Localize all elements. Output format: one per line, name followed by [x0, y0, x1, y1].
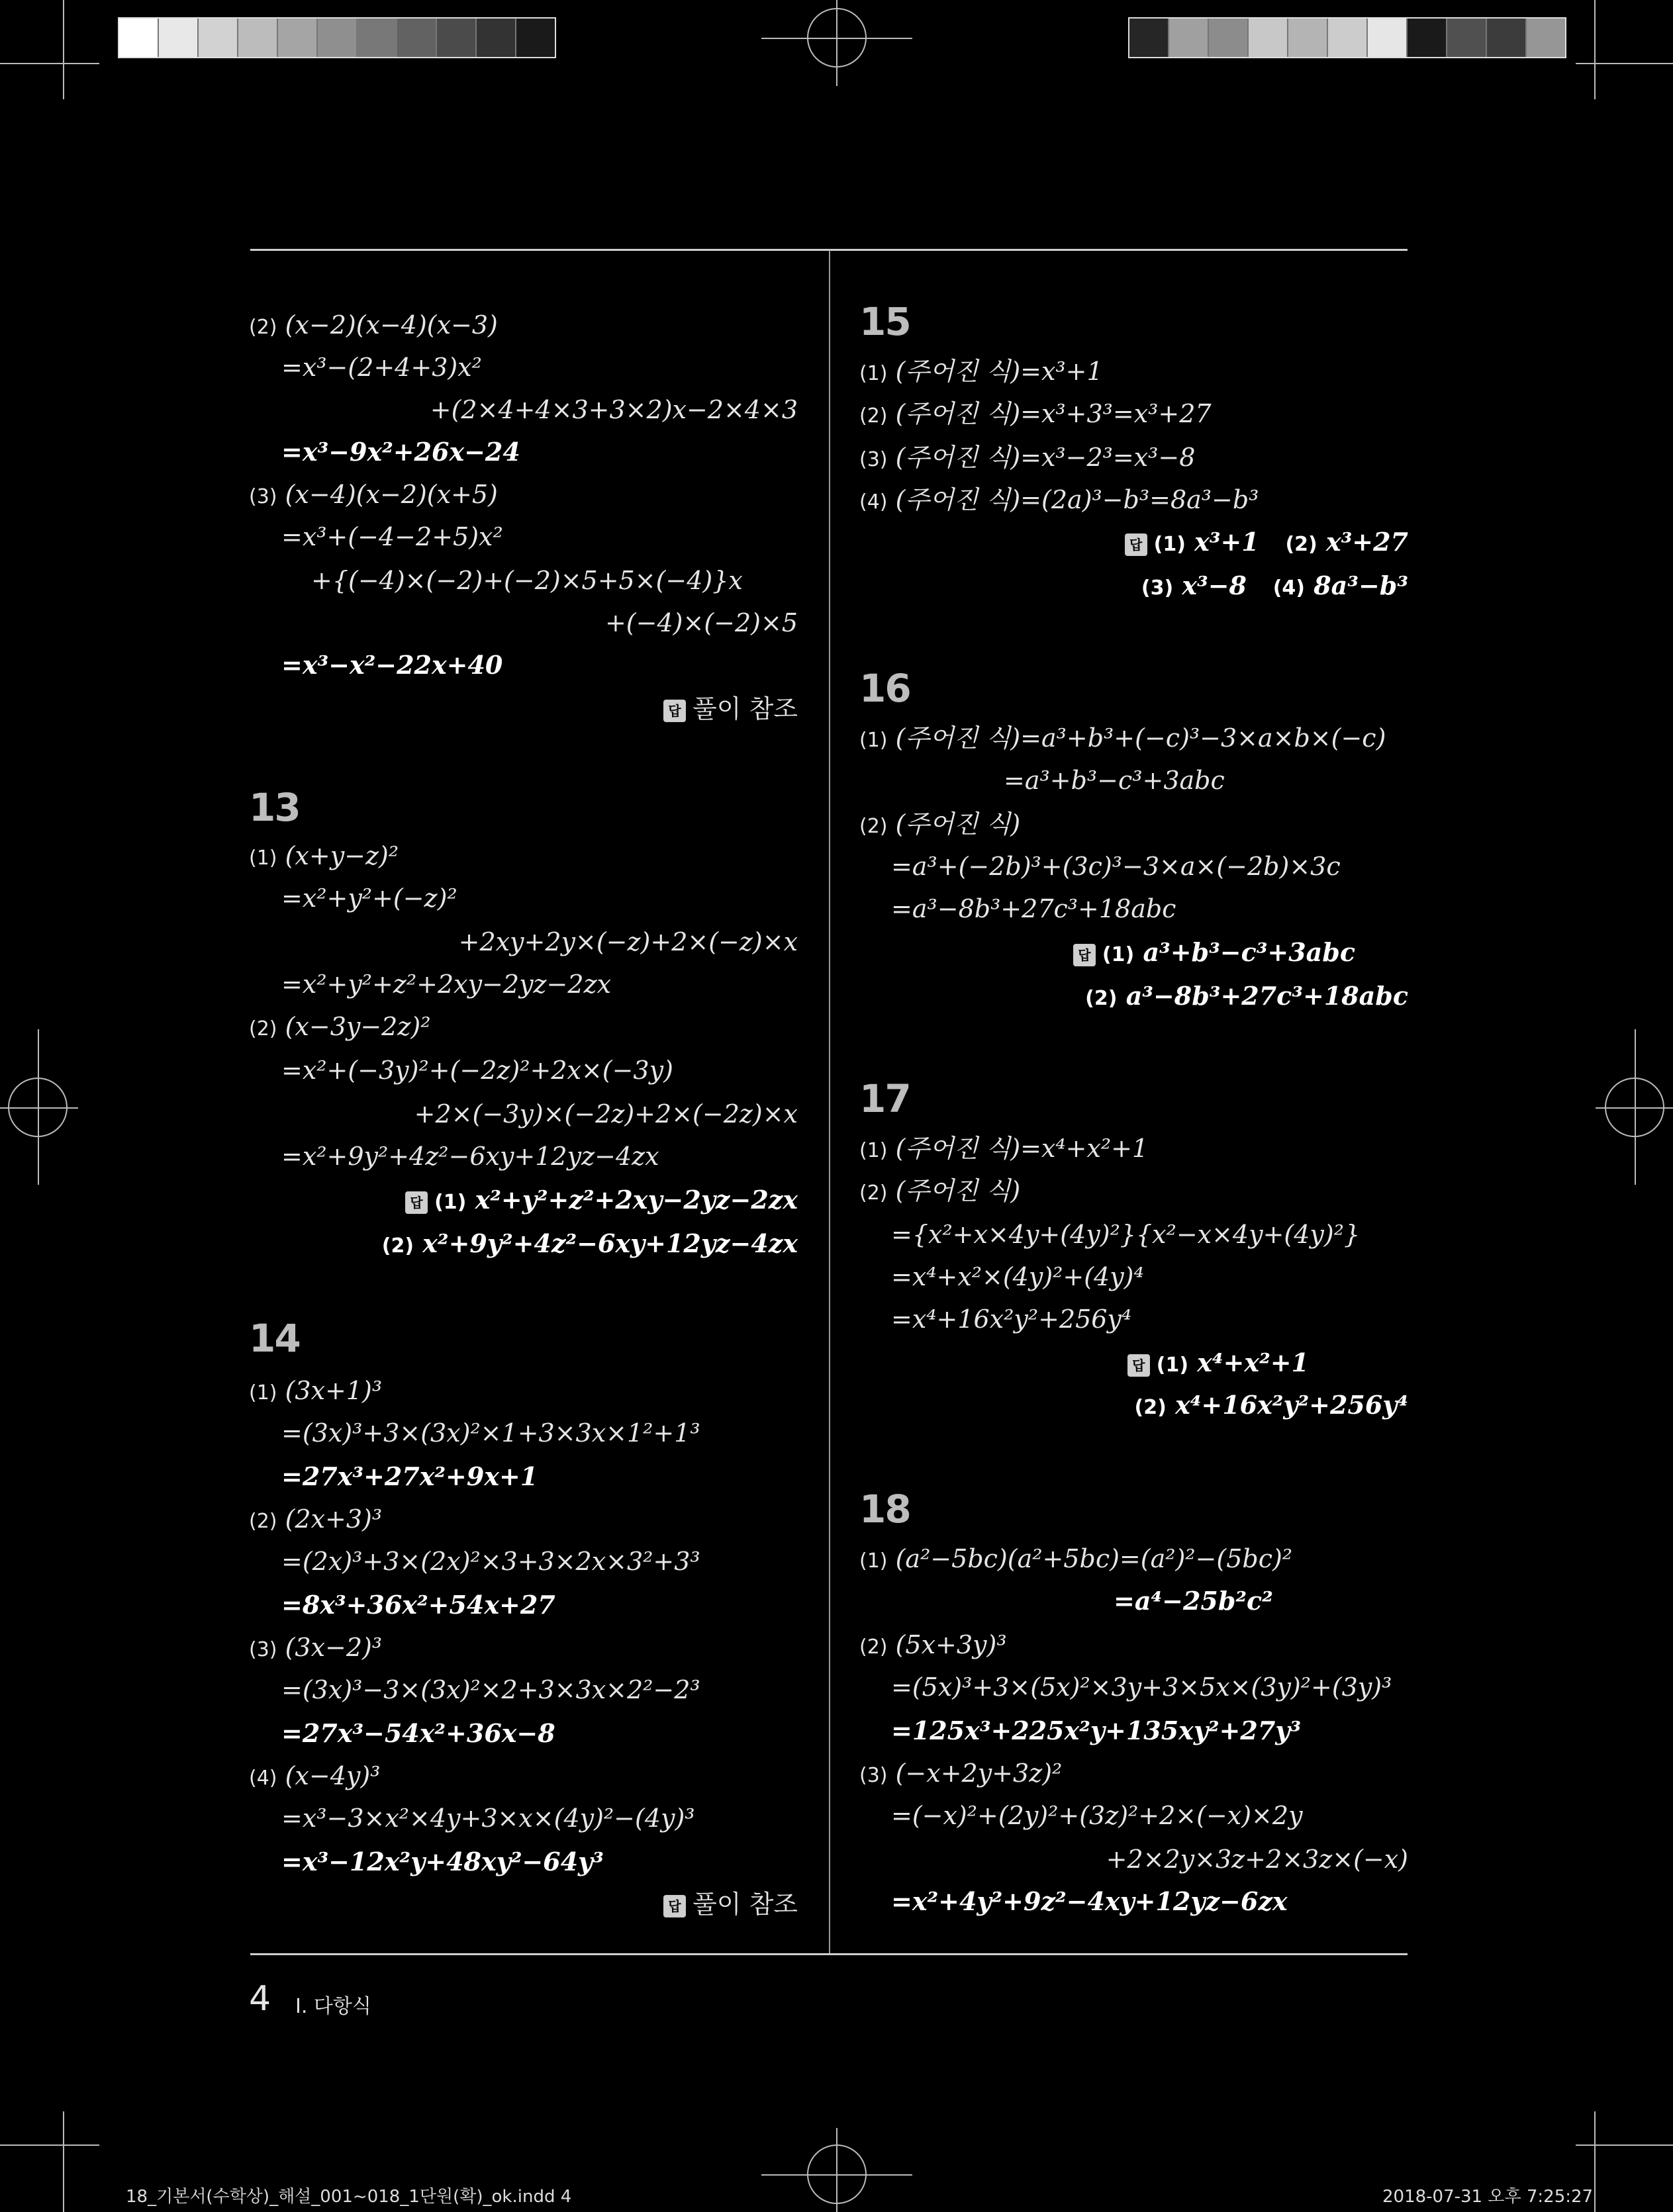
q17-part2-line2: ={x²+x×4y+(4y)²}{x²−x×4y+(4y)²}: [891, 1220, 1361, 1249]
color-swatch: [1328, 19, 1368, 57]
q14-answer: 답 풀이 참조: [663, 1888, 798, 1921]
q15-answer-row1: 답 (1) x³+1 (2) x³+27: [1125, 526, 1408, 561]
q13-part1-line2: =x²+y²+(−z)²: [281, 884, 457, 913]
q16-part2-line2: =a³+(−2b)³+(3c)³−3×a×(−2b)×3c: [891, 852, 1341, 881]
q17-part1-line1: (1) (주어진 식)=x⁴+x²+1: [859, 1134, 1149, 1163]
q18-part2-result: =125x³+225x²y+135xy²+27y³: [891, 1716, 1301, 1745]
q17-part2-line3: =x⁴+x²×(4y)²+(4y)⁴: [891, 1262, 1144, 1291]
print-timestamp: 2018-07-31 오후 7:25:27: [1382, 2187, 1594, 2207]
q15-line1: (1) (주어진 식)=x³+1: [859, 357, 1103, 386]
color-swatch: [1487, 19, 1527, 57]
q13-part2-line2: =x²+(−3y)²+(−2z)²+2x×(−3y): [281, 1056, 673, 1085]
q16-part2-line3: =a³−8b³+27c³+18abc: [891, 894, 1176, 923]
q15-line4: (4) (주어진 식)=(2a)³−b³=8a³−b³: [859, 485, 1259, 514]
answer-icon: 답: [1127, 1354, 1150, 1377]
color-swatch: [397, 19, 437, 57]
q14-part1-line2: =(3x)³+3×(3x)²×1+3×3x×1²+1³: [281, 1418, 700, 1448]
q17-part2-line4: =x⁴+16x²y²+256y⁴: [891, 1305, 1132, 1334]
q14-part3-line2: =(3x)³−3×(3x)²×2+3×3x×2²−2³: [281, 1675, 700, 1704]
color-swatch: [238, 19, 278, 57]
crop-mark: [0, 63, 99, 64]
answer-icon: 답: [405, 1191, 428, 1214]
q15-line3: (3) (주어진 식)=x³−2³=x³−8: [859, 443, 1196, 472]
crop-mark: [63, 2111, 64, 2212]
q18-part1-result: =a⁴−25b²c²: [1114, 1586, 1273, 1616]
question-number-15: 15: [859, 299, 910, 344]
color-swatch: [1408, 19, 1447, 57]
file-slug: 18_기본서(수학상)_해설_001~018_1단원(확)_ok.indd 4: [126, 2187, 572, 2207]
color-swatch: [516, 19, 555, 57]
q13-part2-line3: +2×(−3y)×(−2z)+2×(−2z)×x: [414, 1099, 798, 1129]
q18-part3-result: =x²+4y²+9z²−4xy+12yz−6zx: [891, 1886, 1288, 1916]
question-number-14: 14: [249, 1316, 300, 1361]
crop-mark: [1594, 2111, 1596, 2212]
q16-answer-1: 답 (1) a³+b³−c³+3abc: [1073, 936, 1355, 972]
q16-answer-2: (2) a³−8b³+27c³+18abc: [1085, 981, 1408, 1011]
color-swatch: [1209, 19, 1249, 57]
answer-icon: 답: [663, 700, 686, 722]
color-bar-left: [118, 17, 556, 58]
color-swatch: [119, 19, 159, 57]
q18-part3-line1: (3) (−x+2y+3z)²: [859, 1759, 1063, 1788]
question-number-17: 17: [859, 1076, 910, 1121]
q15-answer-row2: (3) x³−8 (4) 8a³−b³: [1141, 571, 1408, 600]
question-number-13: 13: [249, 785, 300, 830]
answer-icon: 답: [1125, 533, 1147, 556]
q12-part2-line1: (2) (x−2)(x−4)(x−3): [249, 310, 498, 340]
registration-mark-line: [836, 0, 837, 86]
q16-part1-line1: (1) (주어진 식)=a³+b³+(−c)³−3×a×b×(−c): [859, 723, 1386, 753]
section-title: Ⅰ. 다항식: [295, 1995, 371, 2018]
q12-part3-line4: +(−4)×(−2)×5: [604, 608, 798, 637]
color-swatch: [477, 19, 516, 57]
question-number-18: 18: [859, 1487, 910, 1532]
q18-part1-line1: (1) (a²−5bc)(a²+5bc)=(a²)²−(5bc)²: [859, 1544, 1293, 1573]
crop-mark: [1594, 0, 1596, 99]
q14-part4-line2: =x³−3×x²×4y+3×x×(4y)²−(4y)³: [281, 1804, 695, 1833]
q14-part2-result: =8x³+36x²+54x+27: [281, 1590, 555, 1620]
color-swatch: [358, 19, 397, 57]
q14-part2-line2: =(2x)³+3×(2x)²×3+3×2x×3²+3³: [281, 1547, 700, 1576]
q13-part1-line3: +2xy+2y×(−z)+2×(−z)×x: [458, 927, 798, 956]
color-swatch: [1527, 19, 1565, 57]
crop-mark: [0, 2144, 99, 2146]
q14-part4-result: =x³−12x²y+48xy²−64y³: [281, 1847, 604, 1876]
q16-part1-line2: =a³+b³−c³+3abc: [1004, 766, 1225, 795]
q12-part2-result: =x³−9x²+26x−24: [281, 437, 520, 467]
registration-mark-line: [1635, 1029, 1636, 1185]
q14-part4-line1: (4) (x−4y)³: [249, 1761, 381, 1790]
color-swatch: [1129, 19, 1169, 57]
crop-mark: [63, 0, 64, 99]
q12-part3-line3: +{(−4)×(−2)+(−2)×5+5×(−4)}x: [311, 566, 743, 595]
color-swatch: [159, 19, 199, 57]
q14-part1-result: =27x³+27x²+9x+1: [281, 1461, 538, 1491]
q14-part3-line1: (3) (3x−2)³: [249, 1633, 383, 1662]
q18-part2-line1: (2) (5x+3y)³: [859, 1630, 1007, 1659]
q12-part2-line2: =x³−(2+4+3)x²: [281, 353, 482, 382]
color-swatch: [1447, 19, 1487, 57]
q17-part2-line1: (2) (주어진 식): [859, 1176, 1021, 1205]
q13-part1-line1: (1) (x+y−z)²: [249, 841, 399, 870]
page-number: 4: [249, 1979, 271, 2019]
q17-answer-2: (2) x⁴+16x²y²+256y⁴: [1134, 1390, 1408, 1420]
color-swatch: [1169, 19, 1209, 57]
registration-mark-line: [38, 1029, 39, 1185]
q14-part3-result: =27x³−54x²+36x−8: [281, 1718, 555, 1748]
crop-mark: [1576, 2144, 1673, 2146]
q13-part1-line4: =x²+y²+z²+2xy−2yz−2zx: [281, 970, 612, 999]
q13-answer-1: 답 (1) x²+y²+z²+2xy−2yz−2zx: [405, 1183, 798, 1219]
column-divider: [829, 250, 830, 1953]
q13-part2-line1: (2) (x−3y−2z)²: [249, 1012, 431, 1041]
q13-part2-line4: =x²+9y²+4z²−6xy+12yz−4zx: [281, 1142, 659, 1171]
q18-part3-line2: =(−x)²+(2y)²+(3z)²+2×(−x)×2y: [891, 1801, 1303, 1830]
q12-part3-line1: (3) (x−4)(x−2)(x+5): [249, 480, 498, 509]
color-swatch: [1368, 19, 1408, 57]
q17-answer-1: 답 (1) x⁴+x²+1: [1127, 1346, 1309, 1382]
color-bar-right: [1128, 17, 1566, 58]
q12-part2-line3: +(2×4+4×3+3×2)x−2×4×3: [430, 395, 798, 424]
registration-mark-line: [0, 1107, 78, 1109]
bottom-rule: [250, 1953, 1408, 1955]
q14-part1-line1: (1) (3x+1)³: [249, 1376, 383, 1405]
q15-line2: (2) (주어진 식)=x³+3³=x³+27: [859, 399, 1212, 428]
q18-part3-line3: +2×2y×3z+2×3z×(−x): [1106, 1845, 1408, 1874]
q13-answer-2: (2) x²+9y²+4z²−6xy+12yz−4zx: [381, 1228, 798, 1258]
registration-mark-line: [836, 2128, 837, 2212]
color-swatch: [437, 19, 477, 57]
question-number-16: 16: [859, 666, 910, 711]
q18-part2-line2: =(5x)³+3×(5x)²×3y+3×5x×(3y)²+(3y)³: [891, 1673, 1392, 1702]
color-swatch: [278, 19, 318, 57]
q14-part2-line1: (2) (2x+3)³: [249, 1504, 383, 1534]
q12-part3-line2: =x³+(−4−2+5)x²: [281, 522, 503, 551]
color-swatch: [1288, 19, 1328, 57]
crop-mark: [1576, 63, 1673, 64]
color-swatch: [318, 19, 358, 57]
q16-part2-line1: (2) (주어진 식): [859, 809, 1021, 839]
answer-icon: 답: [1073, 944, 1096, 966]
color-swatch: [199, 19, 238, 57]
q12-part3-result: =x³−x²−22x+40: [281, 650, 503, 680]
answer-icon: 답: [663, 1895, 686, 1917]
color-swatch: [1249, 19, 1288, 57]
q12-answer: 답 풀이 참조: [663, 692, 798, 725]
